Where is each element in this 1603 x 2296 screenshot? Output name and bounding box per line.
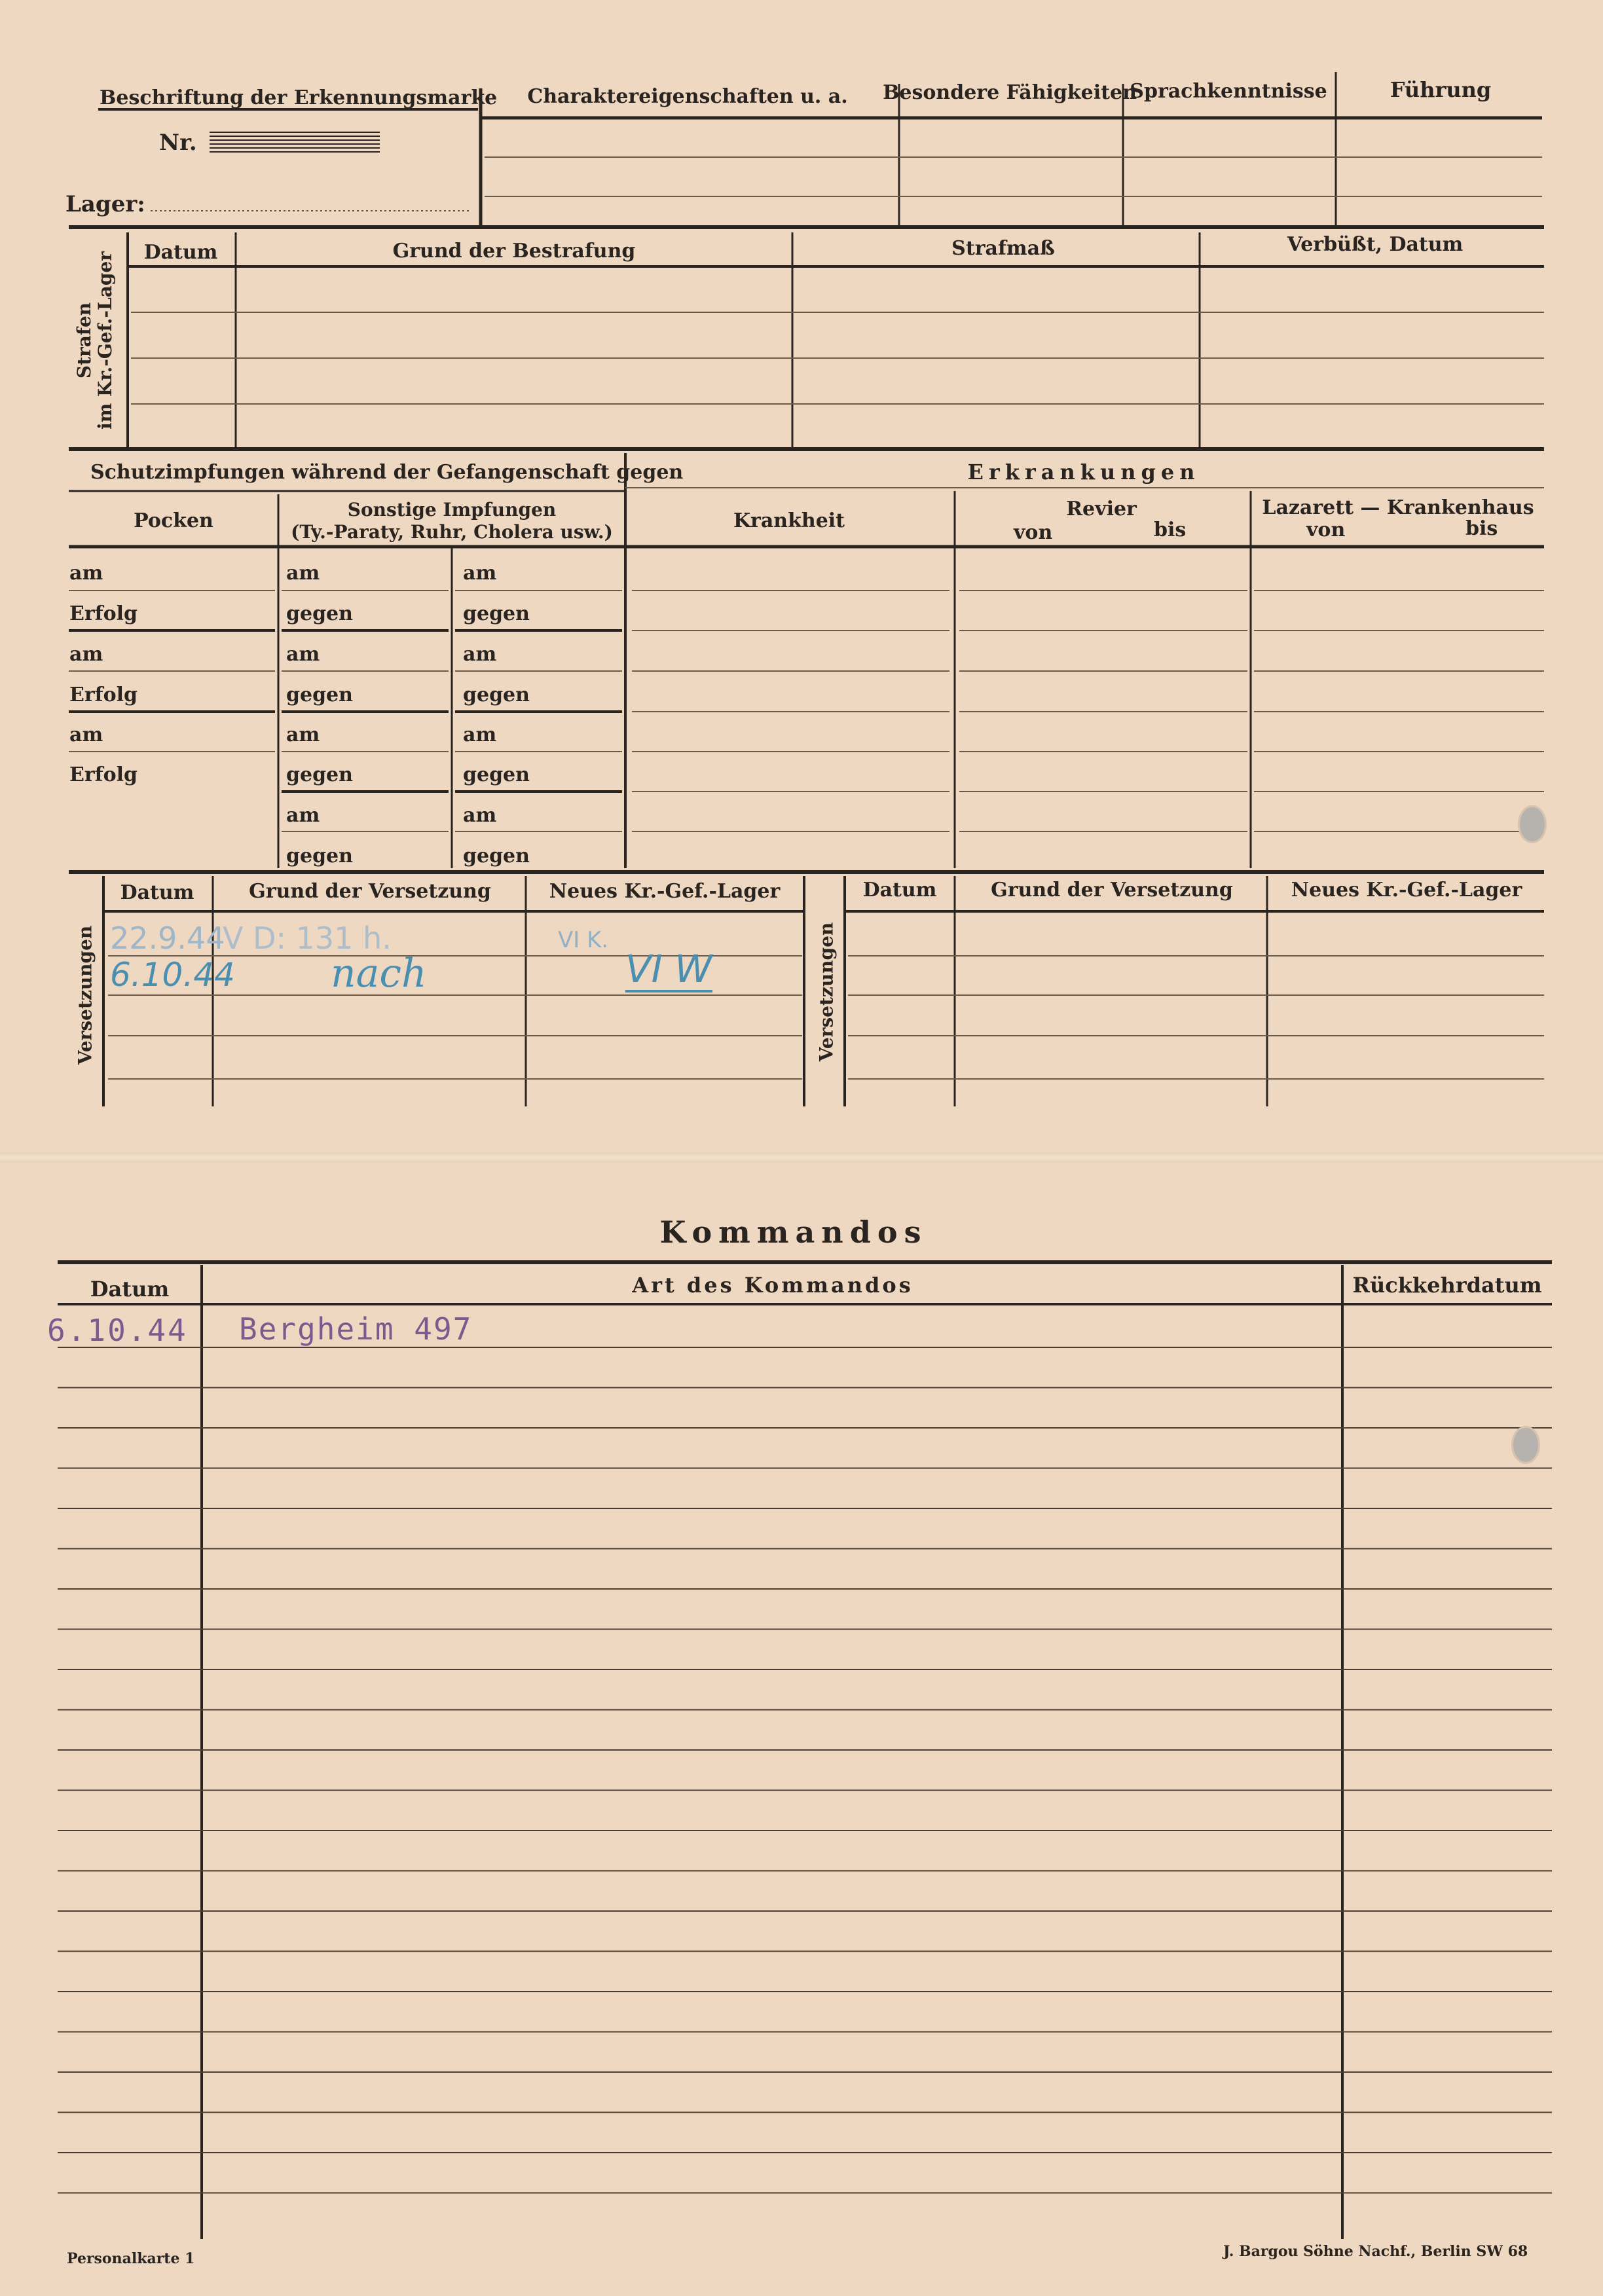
pocken-row-label: Erfolg bbox=[69, 683, 138, 706]
punch-hole bbox=[1518, 805, 1547, 843]
kommandos-col-rueckkehr: Rückkehrdatum bbox=[1352, 1273, 1542, 1298]
strafen-col-strafmass: Strafmaß bbox=[951, 237, 1055, 260]
footer-form-number: Personalkarte 1 bbox=[67, 2250, 195, 2267]
faehigkeiten-header: Besondere Fähigkeiten bbox=[883, 81, 1137, 104]
pocken-row-label: Erfolg bbox=[69, 763, 138, 786]
versetzung-lager-handwritten: VI K. bbox=[558, 927, 609, 953]
fuehrung-header: Führung bbox=[1390, 77, 1492, 102]
versetzung-datum-handwritten: 6.10.44 bbox=[110, 956, 235, 994]
sonstige-header-2: (Ty.-Paraty, Ruhr, Cholera usw.) bbox=[291, 521, 613, 543]
versetzung-col-lager-right: Neues Kr.-Gef.-Lager bbox=[1291, 879, 1522, 902]
fold-crease bbox=[0, 1152, 1603, 1163]
charakter-header: Charaktereigenschaften u. a. bbox=[527, 85, 848, 108]
kommandos-col-datum: Datum bbox=[90, 1277, 170, 1302]
strafen-side-label-1: Strafen bbox=[73, 302, 95, 379]
sonstige-row-label: gegen bbox=[286, 602, 353, 625]
strafen-col-verbuesst: Verbüßt, Datum bbox=[1287, 233, 1464, 256]
sonstige-row-label: gegen bbox=[286, 845, 353, 867]
krankheit-header: Krankheit bbox=[733, 509, 845, 532]
sonstige-row-label: am bbox=[286, 804, 320, 827]
pocken-row-label: Erfolg bbox=[69, 602, 138, 625]
sonstige-row-label: am bbox=[463, 643, 497, 666]
erkennungsmarke-header: Beschriftung der Erkennungsmarke bbox=[100, 86, 498, 109]
pocken-header: Pocken bbox=[134, 509, 213, 532]
lazarett-header: Lazarett — Krankenhaus bbox=[1262, 496, 1534, 519]
sonstige-row-label: am bbox=[286, 643, 320, 666]
kommandos-col-art: Art des Kommandos bbox=[632, 1273, 913, 1298]
revier-bis: bis bbox=[1154, 519, 1187, 541]
versetzung-col-grund-right: Grund der Versetzung bbox=[991, 879, 1233, 902]
versetzung-datum-handwritten: 22.9.44 bbox=[110, 920, 225, 956]
punch-hole bbox=[1511, 1426, 1540, 1464]
revier-von: von bbox=[1014, 521, 1053, 544]
sonstige-row-label: gegen bbox=[286, 763, 353, 786]
impfungen-header: Schutzimpfungen während der Gefangenschaft gegen bbox=[90, 461, 684, 484]
pocken-row-label: am bbox=[69, 723, 103, 746]
versetzungen-side-label-right: Versetzungen bbox=[815, 922, 838, 1062]
sonstige-row-label: gegen bbox=[463, 683, 530, 706]
nr-label: Nr. bbox=[159, 130, 197, 156]
kommandos-title: Kommandos bbox=[659, 1214, 928, 1250]
footer-printer: J. Bargou Söhne Nachf., Berlin SW 68 bbox=[1223, 2243, 1528, 2260]
sonstige-row-label: am bbox=[463, 723, 497, 746]
sonstige-row-label: am bbox=[286, 723, 320, 746]
strafen-col-grund: Grund der Bestrafung bbox=[392, 240, 636, 263]
sonstige-row-label: gegen bbox=[463, 845, 530, 867]
pocken-row-label: am bbox=[69, 562, 103, 585]
versetzung-col-grund-left: Grund der Versetzung bbox=[249, 880, 491, 903]
sonstige-row-label: gegen bbox=[463, 602, 530, 625]
sonstige-header-1: Sonstige Impfungen bbox=[347, 499, 557, 520]
strafen-side-label-2: im Kr.-Gef.-Lager bbox=[94, 251, 116, 430]
kommando-datum-stamp: 6.10.44 bbox=[47, 1313, 188, 1348]
sonstige-row-label: gegen bbox=[463, 763, 530, 786]
sonstige-row-label: am bbox=[463, 562, 497, 585]
versetzung-grund-handwritten: V D: 131 h. bbox=[223, 920, 392, 956]
versetzung-col-lager-left: Neues Kr.-Gef.-Lager bbox=[549, 880, 781, 903]
kommando-art-stamp: Bergheim 497 bbox=[239, 1311, 473, 1347]
strafen-col-datum: Datum bbox=[143, 241, 218, 264]
revier-header: Revier bbox=[1066, 498, 1137, 520]
sonstige-row-label: am bbox=[286, 562, 320, 585]
erkrankungen-header: Erkrankungen bbox=[967, 460, 1200, 484]
lazarett-von: von bbox=[1306, 519, 1346, 541]
versetzung-col-datum-left: Datum bbox=[120, 881, 194, 904]
sonstige-row-label: am bbox=[463, 804, 497, 827]
lager-label: Lager: bbox=[65, 191, 145, 217]
versetzung-col-datum-right: Datum bbox=[862, 879, 937, 902]
strafen-side-label bbox=[74, 251, 116, 429]
pocken-row-label: am bbox=[69, 643, 103, 666]
sonstige-row-label: gegen bbox=[286, 683, 353, 706]
sprachkenntnisse-header: Sprachkenntnisse bbox=[1130, 80, 1327, 103]
versetzungen-side-label-left: Versetzungen bbox=[74, 925, 96, 1065]
versetzung-grund-handwritten: nach bbox=[331, 951, 427, 996]
versetzung-lager-handwritten: VI W bbox=[625, 947, 712, 991]
lazarett-bis: bis bbox=[1465, 517, 1498, 540]
